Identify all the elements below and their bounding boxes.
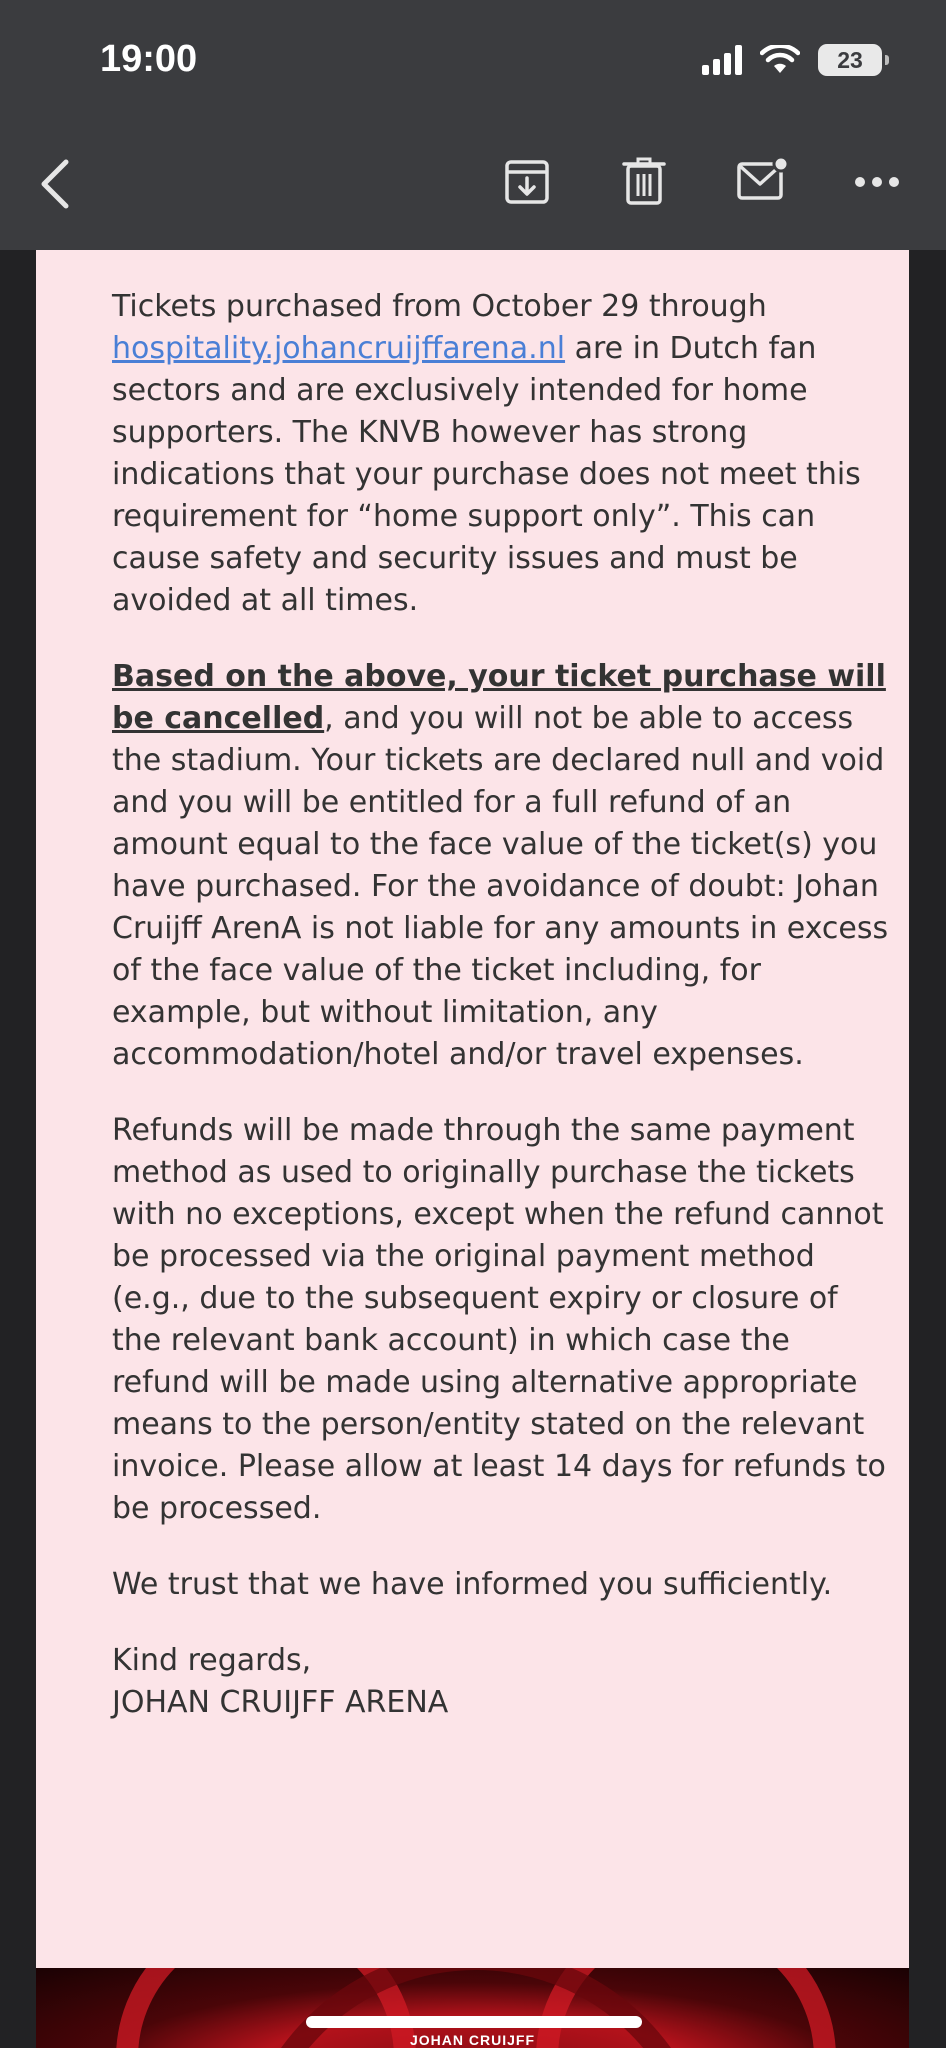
back-button[interactable] [30,154,80,214]
paragraph-text: are in Dutch fan sectors and are exclusively intended for home supporters. The KNVB however has strong indications that your purchase does not meet this requirement for “home support only”. This can cause safety and security issues and must be avoided at all times. [112,331,861,618]
cellular-signal-icon [702,45,742,75]
paragraph-cancellation [112,656,892,1076]
home-indicator[interactable] [306,2016,642,2028]
closing-text: Kind regards, [112,1643,312,1678]
status-icons [702,44,882,76]
paragraph-refunds: Refunds will be made through the same payment method as used to originally purchase the tickets with no exceptions, except when the refund cannot be processed via the original payment method (e.g., due to the subsequent expiry or closure of the relevant bank account) in which case the refund will be made using alternative appropriate means to the person/entity stated on the relevant invoice. Please allow at least 14 days for refunds to be processed. [112,1113,886,1526]
cancellation-emphasis: Based on the above, your ticket purchase will be cancelled [112,659,886,736]
wifi-icon [760,45,800,75]
paragraph-text: , and you will not be able to access the stadium. Your tickets are declared null and void and you will be entitled for a full refund of an amount equal to the face value of the ticket(s) you have purchased. For the avoidance of doubt: Johan Cruijff ArenA is not liable for any amounts in excess of the face value of the ticket including, for example, but without limitation, any accommodation/hotel and/or travel expenses. [112,701,889,1072]
paragraph-ticket-sectors [112,286,892,622]
archive-button[interactable] [504,158,550,206]
mail-unread-icon [736,156,790,204]
hospitality-link[interactable]: hospitality.johancruijffarena.nl [112,331,566,366]
email-body [36,250,909,1970]
paragraph-text: Tickets purchased from October 29 through [112,289,767,324]
top-bar [0,0,946,250]
status-time: 19:00 [100,38,198,80]
battery-icon: 23 [818,44,882,76]
chevron-left-icon [38,158,72,210]
footer-banner [36,1968,909,2048]
email-signoff [112,1640,892,1724]
banner-logo-text: JOHAN CRUIJFF [409,2032,535,2048]
more-button[interactable] [852,162,902,202]
archive-icon [504,158,550,206]
trash-button[interactable] [622,156,666,206]
email-content [112,286,892,1724]
paragraph-trust: We trust that we have informed you sufficiently. [112,1567,833,1602]
signature-text: JOHAN CRUIJFF ARENA [112,1685,449,1720]
more-icon [852,174,902,190]
email-toolbar [0,150,946,220]
trash-icon [622,156,666,206]
mark-unread-button[interactable] [736,156,790,204]
